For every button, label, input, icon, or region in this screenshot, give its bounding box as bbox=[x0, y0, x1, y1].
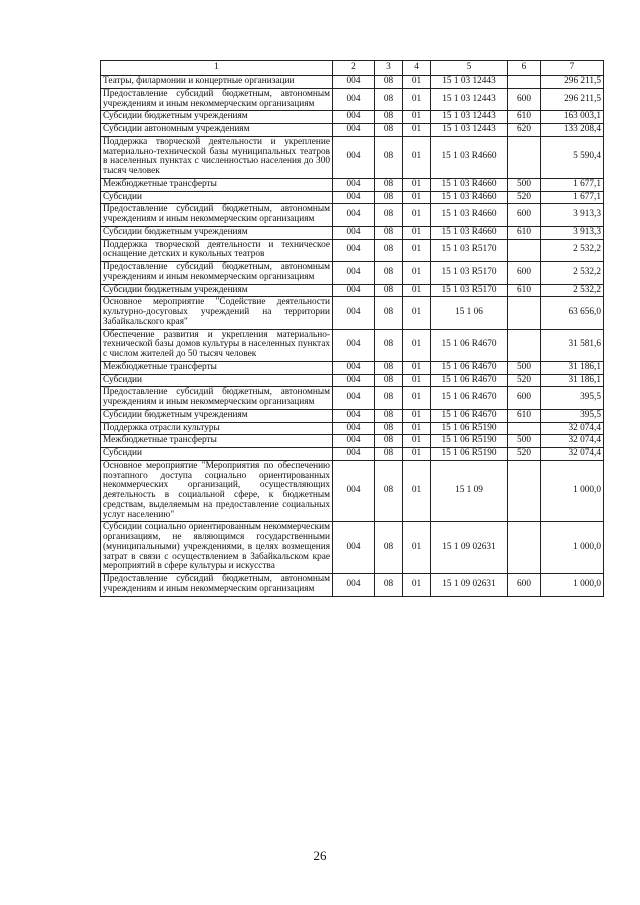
row-code-6: 620 bbox=[508, 124, 541, 137]
row-name: Субсидии bbox=[101, 448, 333, 461]
row-name: Субсидии бюджетным учреждениям bbox=[101, 409, 333, 422]
row-name: Обеспечение развития и укрепления материально-технической базы домов культуры в населенных пунктах с числом жителей до 50 тысяч человек bbox=[101, 329, 333, 361]
row-name: Поддержка творческой деятельности и укрепление материально-технической базы муниципальных театров в населенных пунктах с численностью населения до 300 тысяч человек bbox=[101, 136, 333, 178]
row-code-6 bbox=[508, 522, 541, 574]
budget-table bbox=[100, 60, 604, 597]
row-code-4: 01 bbox=[403, 460, 431, 522]
row-code-4: 01 bbox=[403, 284, 431, 297]
row-code-6: 610 bbox=[508, 226, 541, 239]
row-amount: 63 656,0 bbox=[541, 297, 604, 329]
table-row bbox=[101, 409, 604, 422]
page-number: 26 bbox=[313, 848, 327, 863]
row-code-3: 08 bbox=[375, 522, 403, 574]
row-amount: 31 186,1 bbox=[541, 361, 604, 374]
table-row bbox=[101, 574, 604, 597]
row-code-3: 08 bbox=[375, 284, 403, 297]
row-code-5: 15 1 03 12443 bbox=[431, 88, 508, 111]
row-code-4: 01 bbox=[403, 522, 431, 574]
row-code-4: 01 bbox=[403, 409, 431, 422]
row-code-3: 08 bbox=[375, 88, 403, 111]
table-row bbox=[101, 297, 604, 329]
row-amount: 3 913,3 bbox=[541, 204, 604, 227]
table-row bbox=[101, 191, 604, 204]
row-code-2: 004 bbox=[333, 226, 375, 239]
row-code-6: 520 bbox=[508, 191, 541, 204]
row-code-6: 500 bbox=[508, 178, 541, 191]
row-name: Межбюджетные трансферты bbox=[101, 435, 333, 448]
row-code-5: 15 1 03 R5170 bbox=[431, 239, 508, 262]
row-code-5: 15 1 03 R4660 bbox=[431, 178, 508, 191]
row-code-2: 004 bbox=[333, 111, 375, 124]
row-code-3: 08 bbox=[375, 297, 403, 329]
row-code-6 bbox=[508, 329, 541, 361]
row-code-6 bbox=[508, 297, 541, 329]
table-row bbox=[101, 239, 604, 262]
row-code-5: 15 1 03 R4660 bbox=[431, 191, 508, 204]
row-code-3: 08 bbox=[375, 422, 403, 435]
row-code-4: 01 bbox=[403, 226, 431, 239]
row-code-6: 520 bbox=[508, 448, 541, 461]
table-row bbox=[101, 88, 604, 111]
row-amount: 296 211,5 bbox=[541, 88, 604, 111]
row-code-6: 600 bbox=[508, 574, 541, 597]
row-amount: 2 532,2 bbox=[541, 239, 604, 262]
row-name: Субсидии бюджетным учреждениям bbox=[101, 111, 333, 124]
row-code-4: 01 bbox=[403, 111, 431, 124]
row-code-2: 004 bbox=[333, 297, 375, 329]
row-code-5: 15 1 03 12443 bbox=[431, 124, 508, 137]
row-code-5: 15 1 06 R4670 bbox=[431, 329, 508, 361]
row-code-4: 01 bbox=[403, 76, 431, 89]
table-row bbox=[101, 262, 604, 285]
header-row bbox=[101, 61, 604, 76]
row-code-5: 15 1 03 R4660 bbox=[431, 136, 508, 178]
row-code-4: 01 bbox=[403, 204, 431, 227]
row-code-2: 004 bbox=[333, 262, 375, 285]
row-code-3: 08 bbox=[375, 226, 403, 239]
row-code-2: 004 bbox=[333, 374, 375, 387]
row-code-2: 004 bbox=[333, 448, 375, 461]
row-code-2: 004 bbox=[333, 284, 375, 297]
row-code-6 bbox=[508, 136, 541, 178]
row-code-2: 004 bbox=[333, 136, 375, 178]
row-code-2: 004 bbox=[333, 178, 375, 191]
row-code-4: 01 bbox=[403, 178, 431, 191]
row-code-5: 15 1 03 12443 bbox=[431, 111, 508, 124]
row-code-3: 08 bbox=[375, 374, 403, 387]
table-row bbox=[101, 284, 604, 297]
table-row bbox=[101, 374, 604, 387]
row-code-4: 01 bbox=[403, 136, 431, 178]
row-name: Субсидии автономным учреждениям bbox=[101, 124, 333, 137]
row-name: Субсидии bbox=[101, 374, 333, 387]
row-code-2: 004 bbox=[333, 124, 375, 137]
row-code-3: 08 bbox=[375, 136, 403, 178]
row-code-6 bbox=[508, 422, 541, 435]
row-code-3: 08 bbox=[375, 111, 403, 124]
row-code-2: 004 bbox=[333, 387, 375, 410]
table-row bbox=[101, 226, 604, 239]
row-code-2: 004 bbox=[333, 76, 375, 89]
row-code-2: 004 bbox=[333, 574, 375, 597]
row-code-2: 004 bbox=[333, 361, 375, 374]
row-code-4: 01 bbox=[403, 435, 431, 448]
row-code-3: 08 bbox=[375, 409, 403, 422]
row-code-2: 004 bbox=[333, 522, 375, 574]
table-row bbox=[101, 435, 604, 448]
row-amount: 5 590,4 bbox=[541, 136, 604, 178]
row-amount: 32 074,4 bbox=[541, 435, 604, 448]
row-amount: 1 000,0 bbox=[541, 460, 604, 522]
table-row bbox=[101, 178, 604, 191]
row-code-3: 08 bbox=[375, 178, 403, 191]
table-row bbox=[101, 422, 604, 435]
row-code-5: 15 1 03 R4660 bbox=[431, 226, 508, 239]
row-amount: 133 208,4 bbox=[541, 124, 604, 137]
row-code-6 bbox=[508, 239, 541, 262]
table-row bbox=[101, 76, 604, 89]
row-code-3: 08 bbox=[375, 387, 403, 410]
row-name: Предоставление субсидий бюджетным, автономным учреждениям и иным некоммерческим организациям bbox=[101, 262, 333, 285]
row-code-3: 08 bbox=[375, 574, 403, 597]
row-name: Межбюджетные трансферты bbox=[101, 361, 333, 374]
row-code-6 bbox=[508, 76, 541, 89]
row-code-2: 004 bbox=[333, 460, 375, 522]
row-code-4: 01 bbox=[403, 361, 431, 374]
row-code-2: 004 bbox=[333, 191, 375, 204]
row-amount: 1 000,0 bbox=[541, 574, 604, 597]
table-row bbox=[101, 448, 604, 461]
row-code-6: 600 bbox=[508, 387, 541, 410]
header-col-1: 1 bbox=[101, 61, 333, 76]
row-amount: 32 074,4 bbox=[541, 422, 604, 435]
row-amount: 31 581,6 bbox=[541, 329, 604, 361]
row-code-6: 500 bbox=[508, 435, 541, 448]
row-code-2: 004 bbox=[333, 204, 375, 227]
row-name: Предоставление субсидий бюджетным, автономным учреждениям и иным некоммерческим организациям bbox=[101, 88, 333, 111]
row-code-3: 08 bbox=[375, 361, 403, 374]
row-code-4: 01 bbox=[403, 374, 431, 387]
row-code-6 bbox=[508, 460, 541, 522]
row-code-6: 610 bbox=[508, 111, 541, 124]
header-col-2: 2 bbox=[333, 61, 375, 76]
row-code-3: 08 bbox=[375, 239, 403, 262]
row-code-4: 01 bbox=[403, 124, 431, 137]
row-code-3: 08 bbox=[375, 124, 403, 137]
row-code-5: 15 1 06 R4670 bbox=[431, 387, 508, 410]
header-col-4: 4 bbox=[403, 61, 431, 76]
row-code-2: 004 bbox=[333, 239, 375, 262]
table-row bbox=[101, 111, 604, 124]
row-code-5: 15 1 09 02631 bbox=[431, 522, 508, 574]
table-row bbox=[101, 522, 604, 574]
row-name: Основное мероприятие "Содействие деятельности культурно-досуговых учреждений на территории Забайкальского края" bbox=[101, 297, 333, 329]
row-code-6: 610 bbox=[508, 284, 541, 297]
table-row bbox=[101, 136, 604, 178]
row-code-3: 08 bbox=[375, 262, 403, 285]
row-code-2: 004 bbox=[333, 88, 375, 111]
row-name: Предоставление субсидий бюджетным, автономным учреждениям и иным некоммерческим организациям bbox=[101, 204, 333, 227]
row-code-5: 15 1 06 bbox=[431, 297, 508, 329]
row-amount: 163 003,1 bbox=[541, 111, 604, 124]
table-row bbox=[101, 387, 604, 410]
row-code-5: 15 1 06 R5190 bbox=[431, 422, 508, 435]
row-name: Предоставление субсидий бюджетным, автономным учреждениям и иным некоммерческим организациям bbox=[101, 574, 333, 597]
row-name: Предоставление субсидий бюджетным, автономным учреждениям и иным некоммерческим организациям bbox=[101, 387, 333, 410]
header-col-5: 5 bbox=[431, 61, 508, 76]
row-code-4: 01 bbox=[403, 448, 431, 461]
row-amount: 395,5 bbox=[541, 409, 604, 422]
row-code-3: 08 bbox=[375, 204, 403, 227]
table-body bbox=[101, 76, 604, 597]
header-col-6: 6 bbox=[508, 61, 541, 76]
row-code-5: 15 1 06 R5190 bbox=[431, 435, 508, 448]
row-code-2: 004 bbox=[333, 422, 375, 435]
row-code-2: 004 bbox=[333, 409, 375, 422]
row-code-5: 15 1 06 R4670 bbox=[431, 374, 508, 387]
row-code-5: 15 1 09 bbox=[431, 460, 508, 522]
row-name: Поддержка отрасли культуры bbox=[101, 422, 333, 435]
row-code-4: 01 bbox=[403, 239, 431, 262]
row-amount: 395,5 bbox=[541, 387, 604, 410]
row-code-4: 01 bbox=[403, 574, 431, 597]
header-col-7: 7 bbox=[541, 61, 604, 76]
row-code-4: 01 bbox=[403, 329, 431, 361]
row-code-4: 01 bbox=[403, 387, 431, 410]
row-code-3: 08 bbox=[375, 448, 403, 461]
row-code-6: 600 bbox=[508, 262, 541, 285]
row-code-5: 15 1 09 02631 bbox=[431, 574, 508, 597]
row-amount: 31 186,1 bbox=[541, 374, 604, 387]
row-amount: 1 000,0 bbox=[541, 522, 604, 574]
row-code-6: 520 bbox=[508, 374, 541, 387]
row-amount: 1 677,1 bbox=[541, 178, 604, 191]
row-code-5: 15 1 06 R4670 bbox=[431, 409, 508, 422]
row-code-2: 004 bbox=[333, 329, 375, 361]
row-code-2: 004 bbox=[333, 435, 375, 448]
row-name: Поддержка творческой деятельности и техническое оснащение детских и кукольных театров bbox=[101, 239, 333, 262]
row-name: Межбюджетные трансферты bbox=[101, 178, 333, 191]
row-name: Основное мероприятие "Мероприятия по обеспечению поэтапного доступа социально ориентированных некоммерческих организаций, осуществляющих деятельность в социальной сфере, к бюджетным средствам, выделяемым на предоставление социальных услуг населению" bbox=[101, 460, 333, 522]
row-amount: 2 532,2 bbox=[541, 284, 604, 297]
row-name: Субсидии социально ориентированным некоммерческим организациям, не являющимся государственными (муниципальными) учреждениями, в целях возмещения затрат в связи с осуществлением в Забайкальском крае мероприятий в сфере культуры и искусства bbox=[101, 522, 333, 574]
row-code-3: 08 bbox=[375, 76, 403, 89]
row-code-5: 15 1 03 R5170 bbox=[431, 284, 508, 297]
row-code-5: 15 1 06 R5190 bbox=[431, 448, 508, 461]
row-code-5: 15 1 03 R5170 bbox=[431, 262, 508, 285]
row-name: Субсидии бюджетным учреждениям bbox=[101, 226, 333, 239]
header-col-3: 3 bbox=[375, 61, 403, 76]
row-code-3: 08 bbox=[375, 329, 403, 361]
table-row bbox=[101, 204, 604, 227]
row-code-6: 500 bbox=[508, 361, 541, 374]
table-row bbox=[101, 460, 604, 522]
row-code-5: 15 1 03 12443 bbox=[431, 76, 508, 89]
row-code-6: 610 bbox=[508, 409, 541, 422]
table-row bbox=[101, 124, 604, 137]
row-amount: 296 211,5 bbox=[541, 76, 604, 89]
table-row bbox=[101, 329, 604, 361]
row-code-6: 600 bbox=[508, 88, 541, 111]
row-amount: 1 677,1 bbox=[541, 191, 604, 204]
row-code-4: 01 bbox=[403, 262, 431, 285]
row-code-3: 08 bbox=[375, 435, 403, 448]
row-code-5: 15 1 03 R4660 bbox=[431, 204, 508, 227]
row-code-4: 01 bbox=[403, 191, 431, 204]
row-code-3: 08 bbox=[375, 460, 403, 522]
row-amount: 32 074,4 bbox=[541, 448, 604, 461]
row-name: Субсидии bbox=[101, 191, 333, 204]
row-name: Субсидии бюджетным учреждениям bbox=[101, 284, 333, 297]
row-code-4: 01 bbox=[403, 88, 431, 111]
row-code-6: 600 bbox=[508, 204, 541, 227]
row-code-4: 01 bbox=[403, 297, 431, 329]
table-row bbox=[101, 361, 604, 374]
row-code-5: 15 1 06 R4670 bbox=[431, 361, 508, 374]
row-amount: 2 532,2 bbox=[541, 262, 604, 285]
row-amount: 3 913,3 bbox=[541, 226, 604, 239]
row-name: Театры, филармонии и концертные организации bbox=[101, 76, 333, 89]
row-code-4: 01 bbox=[403, 422, 431, 435]
row-code-3: 08 bbox=[375, 191, 403, 204]
